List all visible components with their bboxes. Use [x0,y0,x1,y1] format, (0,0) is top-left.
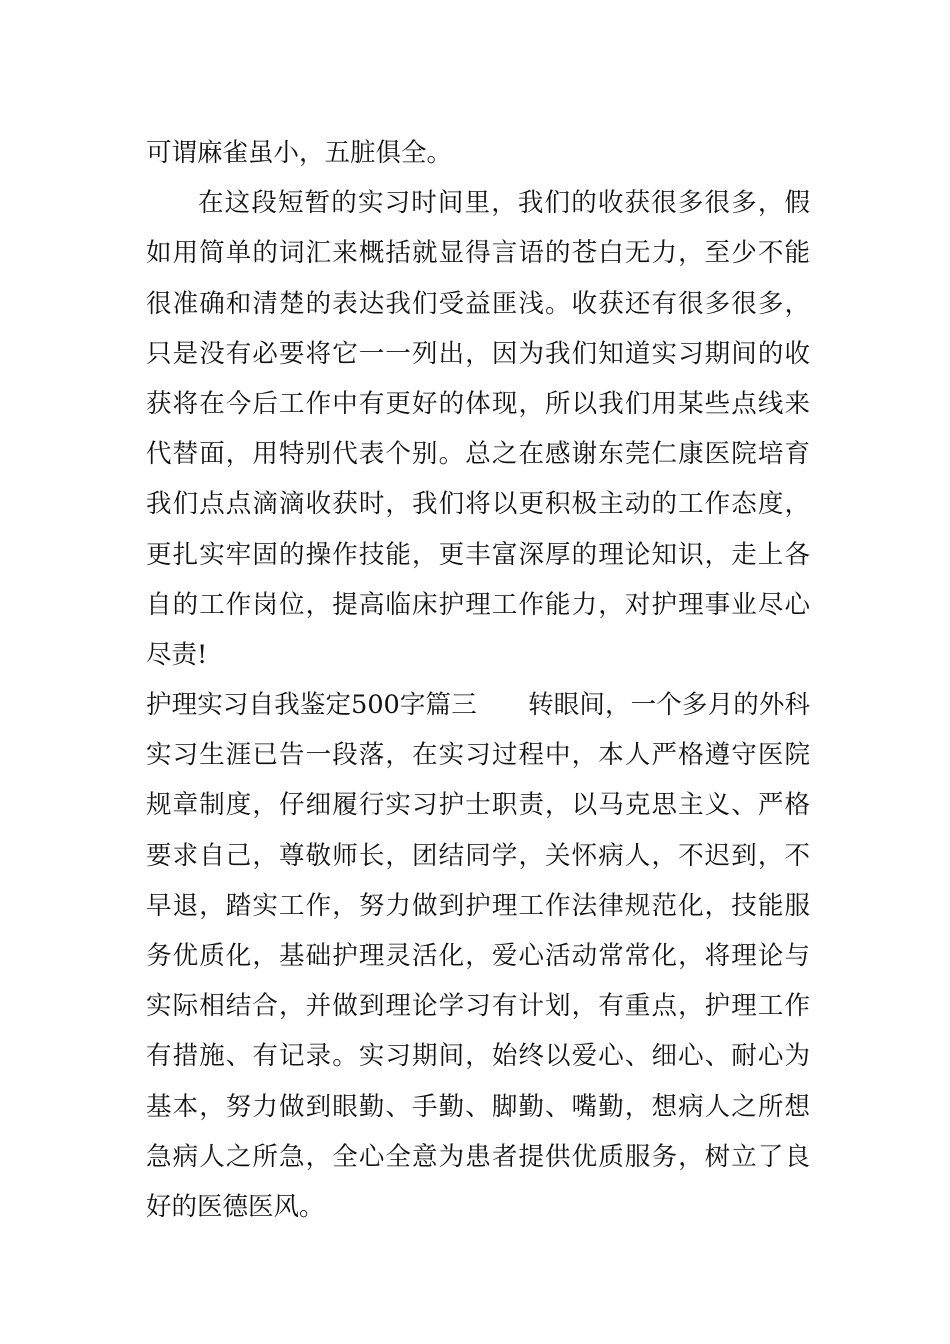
text-line: 实习生涯已告一段落，在实习过程中，本人严格遵守医院 [146,740,810,771]
text-line: 很准确和清楚的表达我们受益匪浅。收获还有很多很多， [146,288,810,319]
text-line: 我们点点滴滴收获时，我们将以更积极主动的工作态度， [146,489,810,520]
text-line: 护理实习自我鉴定500字篇三 转眼间，一个多月的外科 [146,690,810,721]
text-line: 如用简单的词汇来概括就显得言语的苍白无力，至少不能 [146,238,810,269]
text-line: 基本，努力做到眼勤、手勤、脚勤、嘴勤，想病人之所想 [146,1091,810,1122]
text-line: 务优质化，基础护理灵活化，爱心活动常常化，将理论与 [146,941,810,971]
text-line: 有措施、有记录。实习期间，始终以爱心、细心、耐心为 [146,1041,810,1072]
text-line: 要求自己，尊敬师长，团结同学，关怀病人，不迟到，不 [146,840,810,871]
text-line: 急病人之所急，全心全意为患者提供优质服务，树立了良 [146,1141,810,1172]
text-line: 只是没有必要将它一一列出，因为我们知道实习期间的收 [146,338,810,369]
document-body-text [146,128,810,1232]
text-line: 更扎实牢固的操作技能，更丰富深厚的理论知识，走上各 [146,539,810,570]
text-line: 尽责! [146,639,208,670]
text-line: 自的工作岗位，提高临床护理工作能力，对护理事业尽心 [146,589,810,620]
text-line: 可谓麻雀虽小，五脏俱全。 [146,138,453,168]
text-line: 好的医德医风。 [146,1191,325,1222]
text-line: 规章制度，仔细履行实习护士职责，以马克思主义、严格 [146,790,810,821]
text-line: 实际相结合，并做到理论学习有计划，有重点，护理工作 [146,991,810,1022]
text-line: 在这段短暂的实习时间里，我们的收获很多很多，假 [198,188,810,219]
text-line: 代替面，用特别代表个别。总之在感谢东莞仁康医院培育 [146,439,810,470]
text-line: 获将在今后工作中有更好的体现，所以我们用某些点线来 [146,388,810,419]
text-line: 早退，踏实工作，努力做到护理工作法律规范化，技能服 [146,890,810,921]
